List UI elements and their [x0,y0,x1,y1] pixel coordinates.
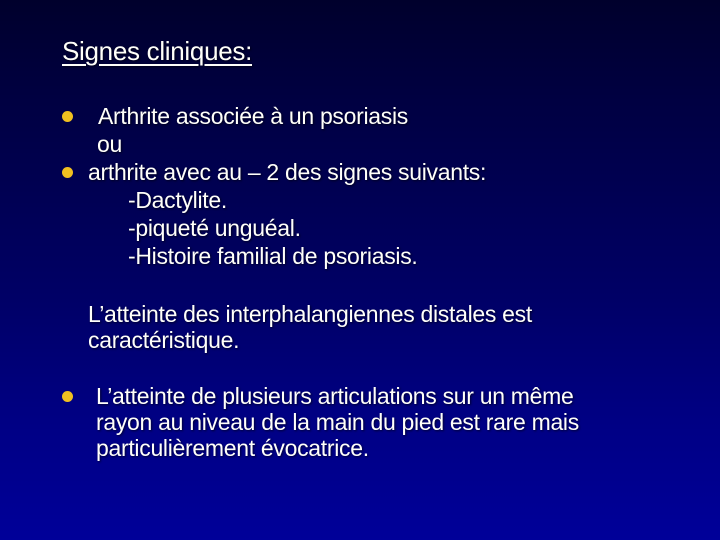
slide-title: Signes cliniques: [62,36,253,66]
paragraph-line: caractéristique. [88,327,240,353]
paragraph-line: particulièrement évocatrice. [96,435,369,461]
bullet-icon [62,167,73,178]
bullet-icon [62,391,73,402]
bullet-item-arthrite-psoriasis [62,103,408,129]
sub-item-histoire-familial: -Histoire familial de psoriasis. [128,243,418,269]
connector-ou: ou [97,131,122,157]
paragraph-interphalangiennes [88,301,532,353]
bullet-item-text: Arthrite associée à un psoriasis [98,103,408,129]
bullet-item-text: arthrite avec au – 2 des signes suivants: [88,159,487,185]
paragraph-line: rayon au niveau de la main du pied est rare mais [96,409,579,435]
sub-item-pique-ungueal: -piqueté unguéal. [128,215,301,241]
bullet-icon [62,111,73,122]
bullet-paragraph [96,383,579,461]
bullet-item-arthrite-signes [62,159,486,185]
bullet-item-atteinte-plusieurs [62,383,579,461]
paragraph-line: L’atteinte des interphalangiennes distales est [88,301,532,327]
sub-item-dactylite: -Dactylite. [128,187,227,213]
paragraph-line: L’atteinte de plusieurs articulations sur un même [96,383,574,409]
